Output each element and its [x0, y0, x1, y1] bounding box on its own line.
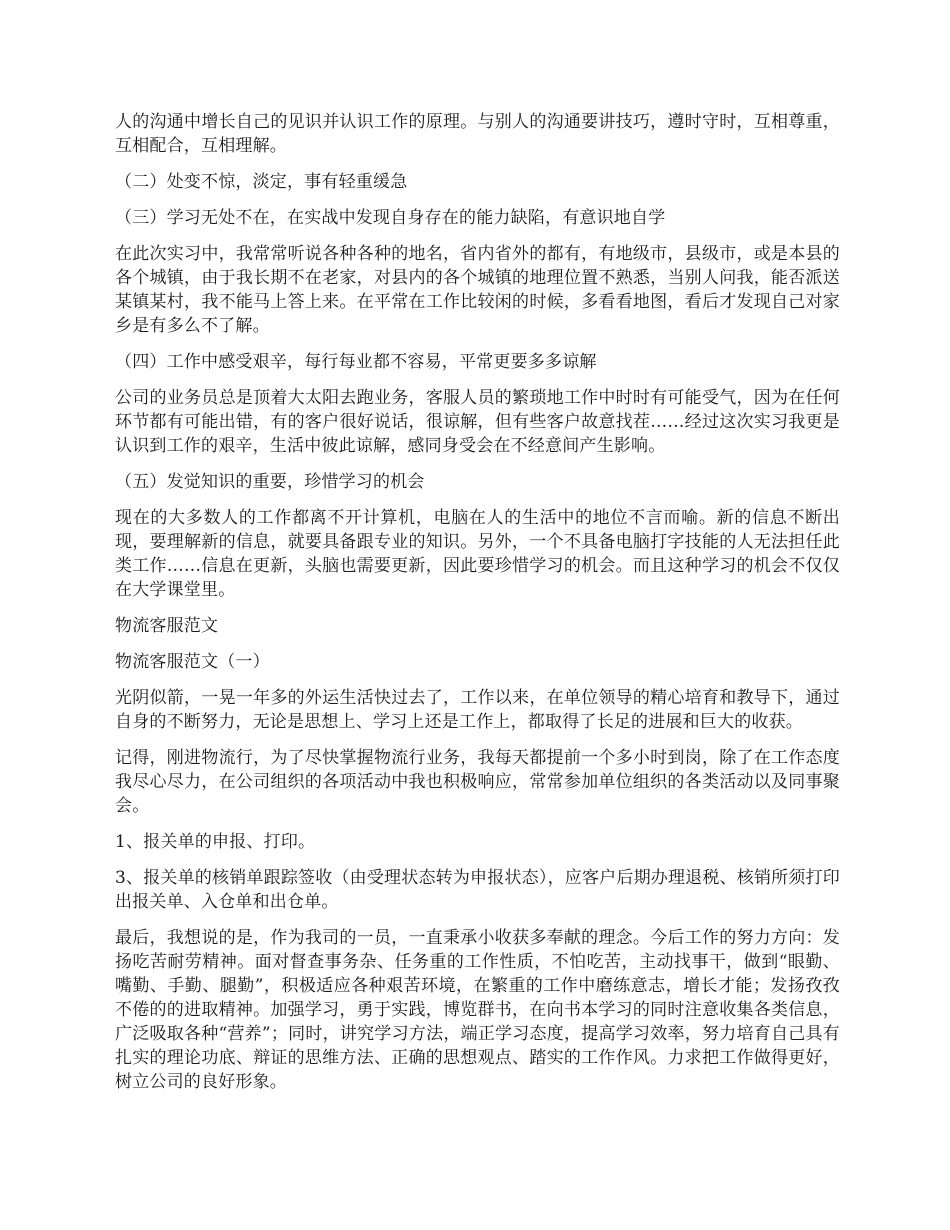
paragraph-work-hardship: 公司的业务员总是顶着大太阳去跑业务，客服人员的繁琐地工作中时时有可能受气，因为在任何环节都有可能出错，有的客户很好说话，很谅解，但有些客户故意找茬……经过这次实习我更是认识到工作的艰辛，生活中彼此谅解，感同身受会在不经意间产生影响。: [115, 388, 840, 456]
heading-section-5: （五）发觉知识的重要，珍惜学习的机会: [115, 472, 425, 492]
paragraph-intro-communication: 人的沟通中增长自己的见识并认识工作的原理。与别人的沟通要讲技巧，遵时守时，互相尊重，互相配合，互相理解。: [115, 112, 840, 156]
paragraph-time-flies: 光阴似箭，一晃一年多的外运生活快过去了，工作以来，在单位领导的精心培育和教导下，通过自身的不断努力，无论是思想上、学习上还是工作上，都取得了长足的进展和巨大的收获。: [115, 688, 840, 732]
heading-section-4: （四）工作中感受艰辛，每行每业都不容易，平常更要多多谅解: [115, 352, 597, 372]
paragraph-internship-place-names: 在此次实习中，我常常听说各种各种的地名，省内省外的都有，有地级市，县级市，或是本县的各个城镇，由于我长期不在老家，对县内的各个城镇的地理位置不熟悉，当别人问我，能否派送某镇某村，我不能马上答上来。在平常在工作比较闲的时候，多看看地图，看后才发现自己对家乡是有多么不了解。: [115, 244, 840, 336]
list-item-1: 1、报关单的申报、打印。: [115, 832, 316, 852]
paragraph-joining-logistics: 记得，刚进物流行，为了尽快掌握物流行业务，我每天都提前一个多小时到岗，除了在工作态度我尽心尽力，在公司组织的各项活动中我也积极响应，常常参加单位组织的各类活动以及同事聚会。: [115, 748, 840, 816]
heading-section-3: （三）学习无处不在，在实战中发现自身存在的能力缺陷，有意识地自学: [115, 208, 666, 228]
document-body: [115, 110, 840, 1106]
paragraph-conclusion: 最后，我想说的是，作为我司的一员，一直秉承小收获多奉献的理念。今后工作的努力方向：发扬吃苦耐劳精神。面对督查事务杂、任务重的工作性质，不怕吃苦，主动找事干，做到“眼勤、嘴勤、手勤、腿勤”，积极适应各种艰苦环境，在繁重的工作中磨练意志，增长才能；发扬孜孜不倦的的进取精神。加强学习，勇于实践，博览群书，在向书本学习的同时注意收集各类信息，广泛吸取各种“营养”；同时，讲究学习方法，端正学习态度，提高学习效率，努力培育自己具有扎实的理论功底、辩证的思维方法、正确的思想观点、踏实的工作作风。力求把工作做得更好，树立公司的良好形象。: [115, 928, 840, 1092]
heading-section-2: （二）处变不惊，淡定，事有轻重缓急: [115, 172, 408, 192]
list-item-3: 3、报关单的核销单跟踪签收（由受理状态转为申报状态），应客户后期办理退税、核销所须打印出报关单、入仓单和出仓单。: [115, 868, 840, 912]
subtitle-logistics-sample-1: 物流客服范文（一）: [115, 652, 270, 672]
paragraph-knowledge-importance: 现在的大多数人的工作都离不开计算机，电脑在人的生活中的地位不言而喻。新的信息不断出现，要理解新的信息，就要具备跟专业的知识。另外，一个不具备电脑打字技能的人无法担任此类工作……信息在更新，头脑也需要更新，因此要珍惜学习的机会。而且这种学习的机会不仅仅在大学课堂里。: [115, 508, 840, 600]
title-logistics-sample: 物流客服范文: [115, 616, 219, 636]
